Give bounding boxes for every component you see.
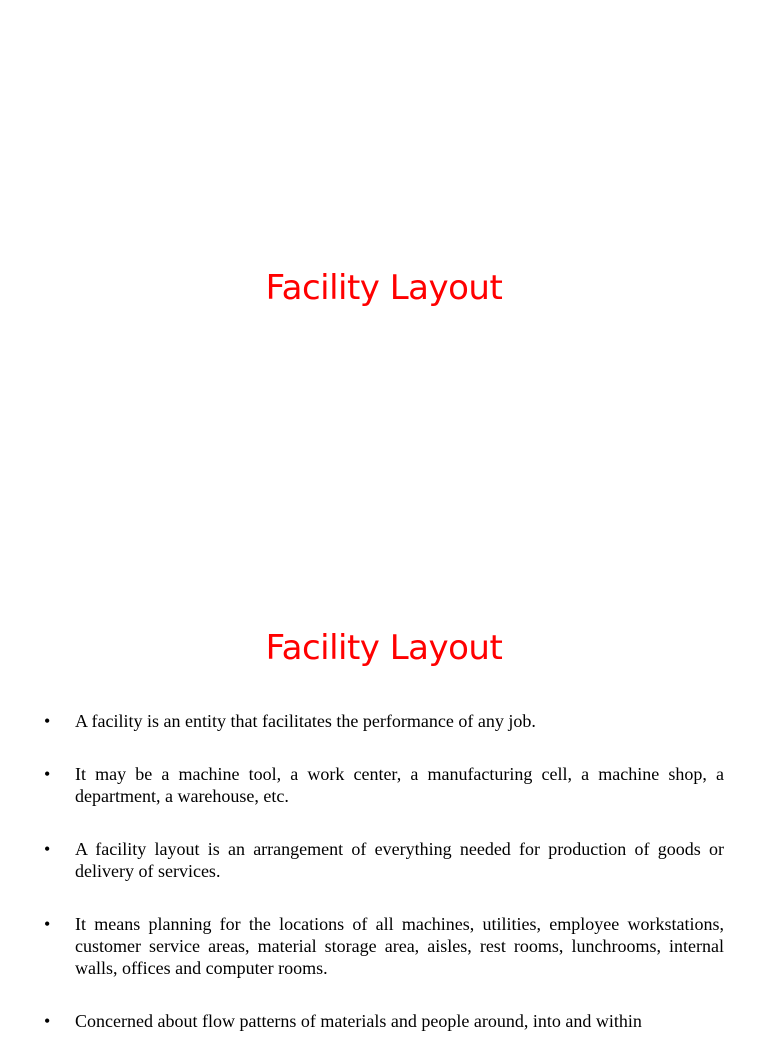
bullet-dot-icon: •: [44, 914, 51, 934]
bullet-item: [44, 763, 724, 807]
bullet-item: [44, 913, 724, 979]
bullet-text: It may be a machine tool, a work center, a manufacturing cell, a machine shop, a department, a warehouse, etc.: [75, 764, 724, 806]
bullet-dot-icon: •: [44, 839, 51, 859]
bullet-dot-icon: •: [44, 711, 51, 731]
bullet-list: [44, 710, 724, 1063]
slide-1-title: Facility Layout: [265, 268, 503, 308]
bullet-item: [44, 838, 724, 882]
bullet-dot-icon: •: [44, 764, 51, 784]
bullet-text: A facility is an entity that facilitates the performance of any job.: [75, 711, 536, 731]
bullet-dot-icon: •: [44, 1011, 51, 1031]
slide-2-title: Facility Layout: [265, 628, 503, 668]
bullet-text: Concerned about flow patterns of materials and people around, into and within: [75, 1011, 642, 1031]
bullet-item: [44, 1010, 724, 1032]
bullet-text: It means planning for the locations of all machines, utilities, employee workstations, customer service areas, material storage area, aisles, rest rooms, lunchrooms, internal walls, offices and computer rooms.: [75, 914, 724, 978]
bullet-text: A facility layout is an arrangement of everything needed for production of goods or delivery of services.: [75, 839, 724, 881]
slide-2: [0, 576, 768, 1031]
bullet-item: [44, 710, 724, 732]
